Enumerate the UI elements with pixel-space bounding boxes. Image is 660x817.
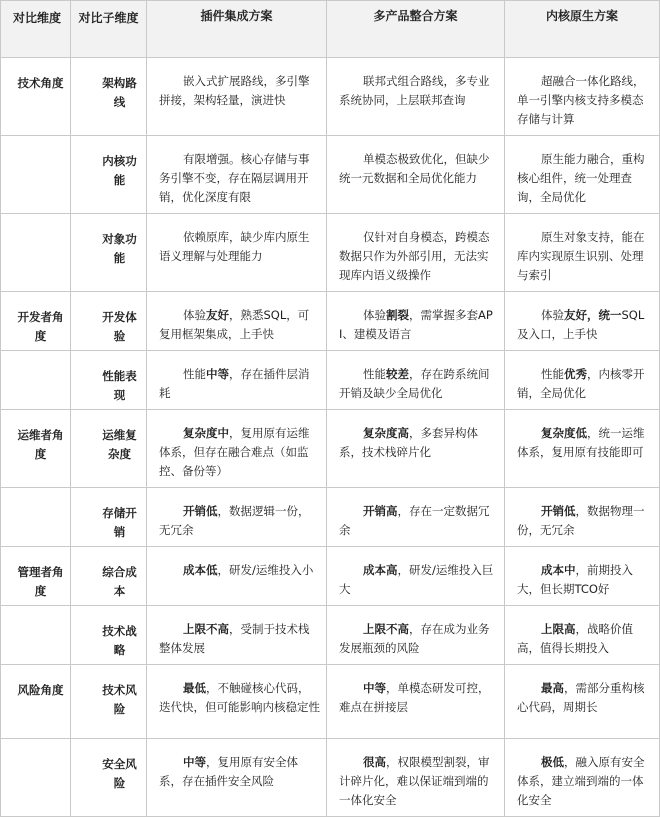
cell-prefix: 性能	[363, 367, 386, 381]
cell-text: ，权限模型割裂，审计碎片化，难以保证端到端的一体化安全	[339, 755, 490, 807]
cell-text: ，存在一定数据冗余	[339, 504, 490, 537]
category-cell: 技术角度	[1, 58, 71, 136]
cell-prefix: 性能	[541, 367, 564, 381]
cell-emphasis: 最低	[183, 681, 206, 695]
cell-prefix: 性能	[183, 367, 206, 381]
subdimension-cell: 对象功能	[71, 214, 147, 292]
subdimension-cell: 架构路线	[71, 58, 147, 136]
header-multi-product-plan: 多产品整合方案	[327, 1, 505, 58]
category-cell	[1, 136, 71, 214]
cell-text: ，多套异构体系，技术栈碎片化	[339, 426, 478, 459]
table-row	[1, 739, 660, 817]
category-cell	[1, 606, 71, 665]
subdimension-cell: 开发体验	[71, 292, 147, 351]
cell-emphasis: 复杂度高	[363, 426, 409, 440]
category-cell: 运维者角度	[1, 410, 71, 488]
cell-text: 嵌入式扩展路线，多引擎拼接，架构轻量，演进快	[159, 74, 310, 107]
cell-prefix: 体验	[541, 308, 564, 322]
category-cell: 管理者角度	[1, 547, 71, 606]
cell-text: ，复用原有安全体系，存在插件安全风险	[159, 755, 298, 788]
plan-cell	[147, 739, 327, 817]
cell-text: ，内核零开销，全局优化	[517, 367, 645, 400]
cell-emphasis: 中等	[363, 681, 386, 695]
cell-emphasis: 优秀	[564, 367, 587, 381]
plan-cell	[505, 488, 660, 547]
plan-cell	[327, 58, 505, 136]
table-row	[1, 351, 660, 410]
subdimension-cell: 性能表现	[71, 351, 147, 410]
cell-prefix: 体验	[363, 308, 386, 322]
plan-cell	[505, 547, 660, 606]
cell-emphasis: 成本低	[183, 563, 218, 577]
category-cell	[1, 488, 71, 547]
cell-emphasis: 友好	[206, 308, 229, 322]
cell-text: ，需掌握多套API、建模及语言	[339, 308, 493, 341]
cell-emphasis: 最高	[541, 681, 564, 695]
cell-emphasis: 复杂度低	[541, 426, 587, 440]
header-plugin-plan: 插件集成方案	[147, 1, 327, 58]
cell-emphasis: 上限不高	[183, 622, 229, 636]
cell-text: ，存在成为业务发展瓶颈的风险	[339, 622, 490, 655]
cell-text: 联邦式组合路线，多专业系统协同，上层联邦查询	[339, 74, 490, 107]
table-row	[1, 606, 660, 665]
cell-text: 原生对象支持，能在库内实现原生识别、处理与索引	[517, 230, 645, 282]
cell-text: ，受制于技术栈整体发展	[159, 622, 310, 655]
plan-cell	[147, 547, 327, 606]
header-subdimension: 对比子维度	[71, 1, 147, 58]
plan-cell	[327, 739, 505, 817]
cell-emphasis: 割裂	[386, 308, 409, 322]
plan-cell	[505, 136, 660, 214]
cell-emphasis: 友好，统一	[564, 308, 622, 322]
category-cell	[1, 351, 71, 410]
cell-text: ，不触碰核心代码，迭代快，但可能影响内核稳定性	[159, 681, 320, 714]
cell-text: 仅针对自身模态，跨模态数据只作为外部引用，无法实现库内语义级操作	[339, 230, 490, 282]
cell-text: 依赖原库，缺少库内原生语义理解与处理能力	[159, 230, 310, 263]
cell-text: ，存在插件层消耗	[159, 367, 310, 400]
plan-cell	[327, 606, 505, 665]
cell-emphasis: 上限高	[541, 622, 576, 636]
cell-text: 单模态极致优化，但缺少统一元数据和全局优化能力	[339, 152, 490, 185]
plan-cell	[147, 410, 327, 488]
header-row	[1, 1, 660, 58]
header-dimension: 对比维度	[1, 1, 71, 58]
plan-cell	[505, 410, 660, 488]
plan-cell	[327, 214, 505, 292]
cell-emphasis: 上限不高	[363, 622, 409, 636]
table-row	[1, 488, 660, 547]
plan-cell	[505, 739, 660, 817]
cell-text: ，存在跨系统间开销及缺少全局优化	[339, 367, 490, 400]
cell-text: ，单模态研发可控，难点在拼接层	[339, 681, 490, 714]
table-row	[1, 547, 660, 606]
plan-cell	[505, 606, 660, 665]
plan-cell	[147, 292, 327, 351]
category-cell: 开发者角度	[1, 292, 71, 351]
table-row	[1, 214, 660, 292]
plan-cell	[147, 214, 327, 292]
cell-text: ，数据逻辑一份，无冗余	[159, 504, 310, 537]
plan-cell	[327, 136, 505, 214]
cell-text: ，研发/运维投入巨大	[339, 563, 494, 596]
category-cell	[1, 739, 71, 817]
cell-text: ，研发/运维投入小	[217, 563, 314, 577]
subdimension-cell: 运维复杂度	[71, 410, 147, 488]
cell-text: ，数据物理一份，无冗余	[517, 504, 645, 537]
cell-emphasis: 较差	[386, 367, 409, 381]
table-row	[1, 136, 660, 214]
plan-cell	[505, 292, 660, 351]
cell-text: ，前期投入大，但长期TCO好	[517, 563, 633, 596]
subdimension-cell: 存储开销	[71, 488, 147, 547]
cell-text: 超融合一体化路线，单一引擎内核支持多模态存储与计算	[517, 74, 645, 126]
category-cell: 风险角度	[1, 665, 71, 739]
plan-cell	[147, 58, 327, 136]
cell-text: ，融入原有安全体系，建立端到端的一体化安全	[517, 755, 645, 807]
cell-emphasis: 成本高	[363, 563, 398, 577]
cell-text: SQL及入口，上手快	[517, 308, 645, 341]
cell-emphasis: 开销高	[363, 504, 398, 518]
plan-cell	[327, 292, 505, 351]
plan-cell	[147, 136, 327, 214]
cell-emphasis: 开销低	[541, 504, 576, 518]
cell-emphasis: 中等	[206, 367, 229, 381]
plan-cell	[327, 351, 505, 410]
plan-cell	[147, 351, 327, 410]
cell-emphasis: 很高	[363, 755, 386, 769]
plan-cell	[327, 547, 505, 606]
cell-emphasis: 复杂度中	[183, 426, 229, 440]
category-cell	[1, 214, 71, 292]
cell-text: 有限增强。核心存储与事务引擎不变，存在隔层调用开销，优化深度有限	[159, 152, 310, 204]
subdimension-cell: 综合成本	[71, 547, 147, 606]
cell-emphasis: 极低	[541, 755, 564, 769]
table-row	[1, 292, 660, 351]
cell-emphasis: 开销低	[183, 504, 218, 518]
plan-cell	[505, 214, 660, 292]
cell-text: ，熟悉SQL，可复用框架集成，上手快	[159, 308, 310, 341]
table-row	[1, 58, 660, 136]
cell-text: ，统一运维体系，复用原有技能即可	[517, 426, 645, 459]
cell-text: ，需部分重构核心代码，周期长	[517, 681, 645, 714]
cell-emphasis: 中等	[183, 755, 206, 769]
plan-cell	[327, 665, 505, 739]
plan-cell	[505, 351, 660, 410]
plan-cell	[327, 488, 505, 547]
cell-prefix: 体验	[183, 308, 206, 322]
cell-text: ，复用原有运维体系，但存在融合难点（如监控、备份等）	[159, 426, 310, 478]
plan-cell	[147, 665, 327, 739]
plan-cell	[505, 665, 660, 739]
subdimension-cell: 技术风险	[71, 665, 147, 739]
cell-text: ，战略价值高，值得长期投入	[517, 622, 633, 655]
cell-text: 原生能力融合，重构核心组件，统一处理查询，全局优化	[517, 152, 645, 204]
subdimension-cell: 内核功能	[71, 136, 147, 214]
plan-cell	[327, 410, 505, 488]
plan-cell	[147, 488, 327, 547]
plan-cell	[147, 606, 327, 665]
header-native-kernel-plan: 内核原生方案	[505, 1, 660, 58]
cell-emphasis: 成本中	[541, 563, 576, 577]
subdimension-cell: 安全风险	[71, 739, 147, 817]
plan-cell	[505, 58, 660, 136]
table-row	[1, 410, 660, 488]
table-row	[1, 665, 660, 739]
subdimension-cell: 技术战略	[71, 606, 147, 665]
